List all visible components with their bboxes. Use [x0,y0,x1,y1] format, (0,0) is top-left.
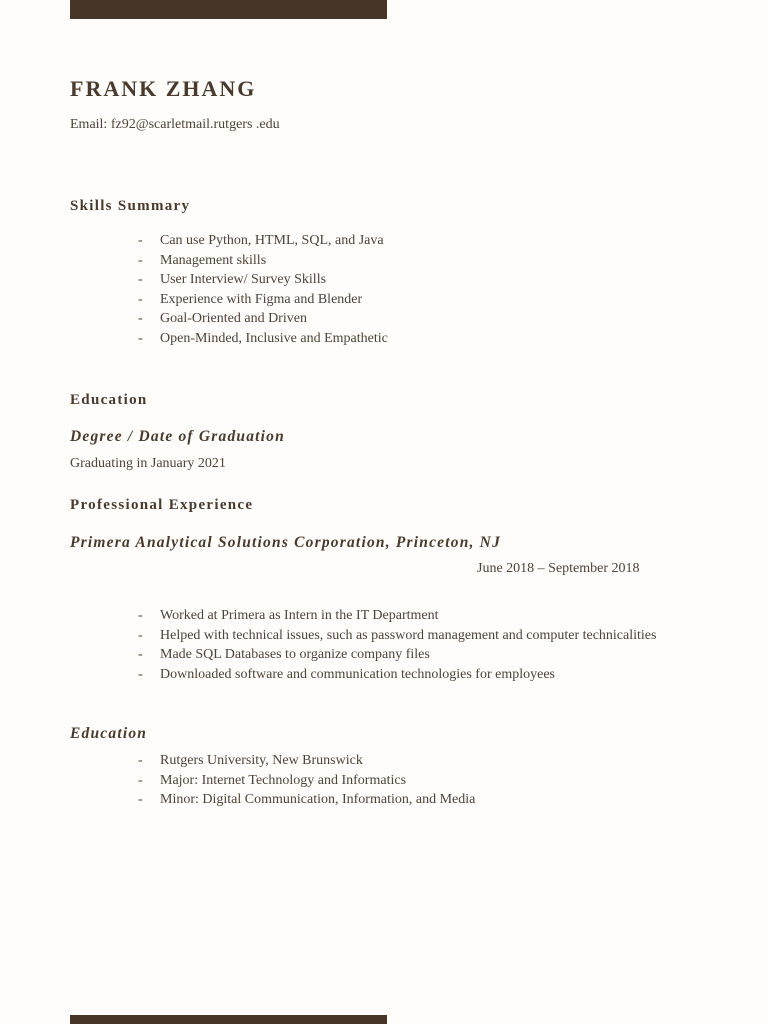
company-subheading: Primera Analytical Solutions Corporation, Princeton, NJ [70,534,502,551]
skills-item-text: User Interview/ Survey Skills [160,272,327,288]
skills-item-text: Experience with Figma and Blender [160,291,363,307]
list-dash: - [138,311,143,327]
education-list-item [138,771,475,791]
list-dash: - [138,330,143,346]
skills-list-item [138,309,388,329]
skills-list-item [138,251,388,271]
list-dash: - [138,792,143,808]
skills-item-text: Open-Minded, Inclusive and Empathetic [160,330,388,346]
experience-list-item [138,606,656,626]
skills-list-item [138,290,388,310]
top-accent-bar [70,0,387,19]
education-bottom-heading: Education [70,725,148,742]
experience-item-text: Downloaded software and communication technologies for employees [160,666,555,682]
skills-item-text: Management skills [160,252,267,268]
email-label: Email: [70,117,108,132]
experience-item-text: Worked at Primera as Intern in the IT Department [160,608,439,623]
education-item-text: Rutgers University, New Brunswick [160,753,363,768]
list-dash: - [138,627,143,643]
employment-dates: June 2018 – September 2018 [477,561,640,576]
email-line [70,116,280,134]
education-item-text: Minor: Digital Communication, Information, and Media [160,792,476,808]
bottom-accent-bar [70,1015,387,1024]
skills-item-text: Can use Python, HTML, SQL, and Java [160,233,384,248]
experience-list [138,606,656,684]
list-dash: - [138,252,143,268]
list-dash: - [138,608,143,623]
list-dash: - [138,647,143,663]
skills-list-item [138,329,388,349]
skills-list-item [138,270,388,290]
skills-list-item [138,231,388,251]
skills-list [138,231,388,349]
graduation-detail: Graduating in January 2021 [70,456,226,471]
education-list [138,751,475,810]
degree-subheading: Degree / Date of Graduation [70,428,285,445]
experience-item-text: Helped with technical issues, such as password management and computer technicalities [160,627,657,643]
list-dash: - [138,753,143,768]
list-dash: - [138,666,143,682]
skills-summary-heading: Skills Summary [70,198,191,214]
experience-item-text: Made SQL Databases to organize company files [160,647,430,663]
resume-name: FRANK ZHANG [70,76,257,101]
skills-item-text: Goal-Oriented and Driven [160,311,307,327]
list-dash: - [138,772,143,788]
email-address: fz92@scarletmail.rutgers .edu [110,117,280,132]
experience-list-item [138,665,656,685]
education-heading: Education [70,392,148,408]
education-item-text: Major: Internet Technology and Informatics [160,772,407,788]
experience-list-item [138,626,656,646]
list-dash: - [138,291,143,307]
education-list-item [138,790,475,810]
list-dash: - [138,272,143,288]
professional-experience-heading: Professional Experience [70,497,254,513]
list-dash: - [138,233,143,248]
education-list-item [138,751,475,771]
experience-list-item [138,645,656,665]
